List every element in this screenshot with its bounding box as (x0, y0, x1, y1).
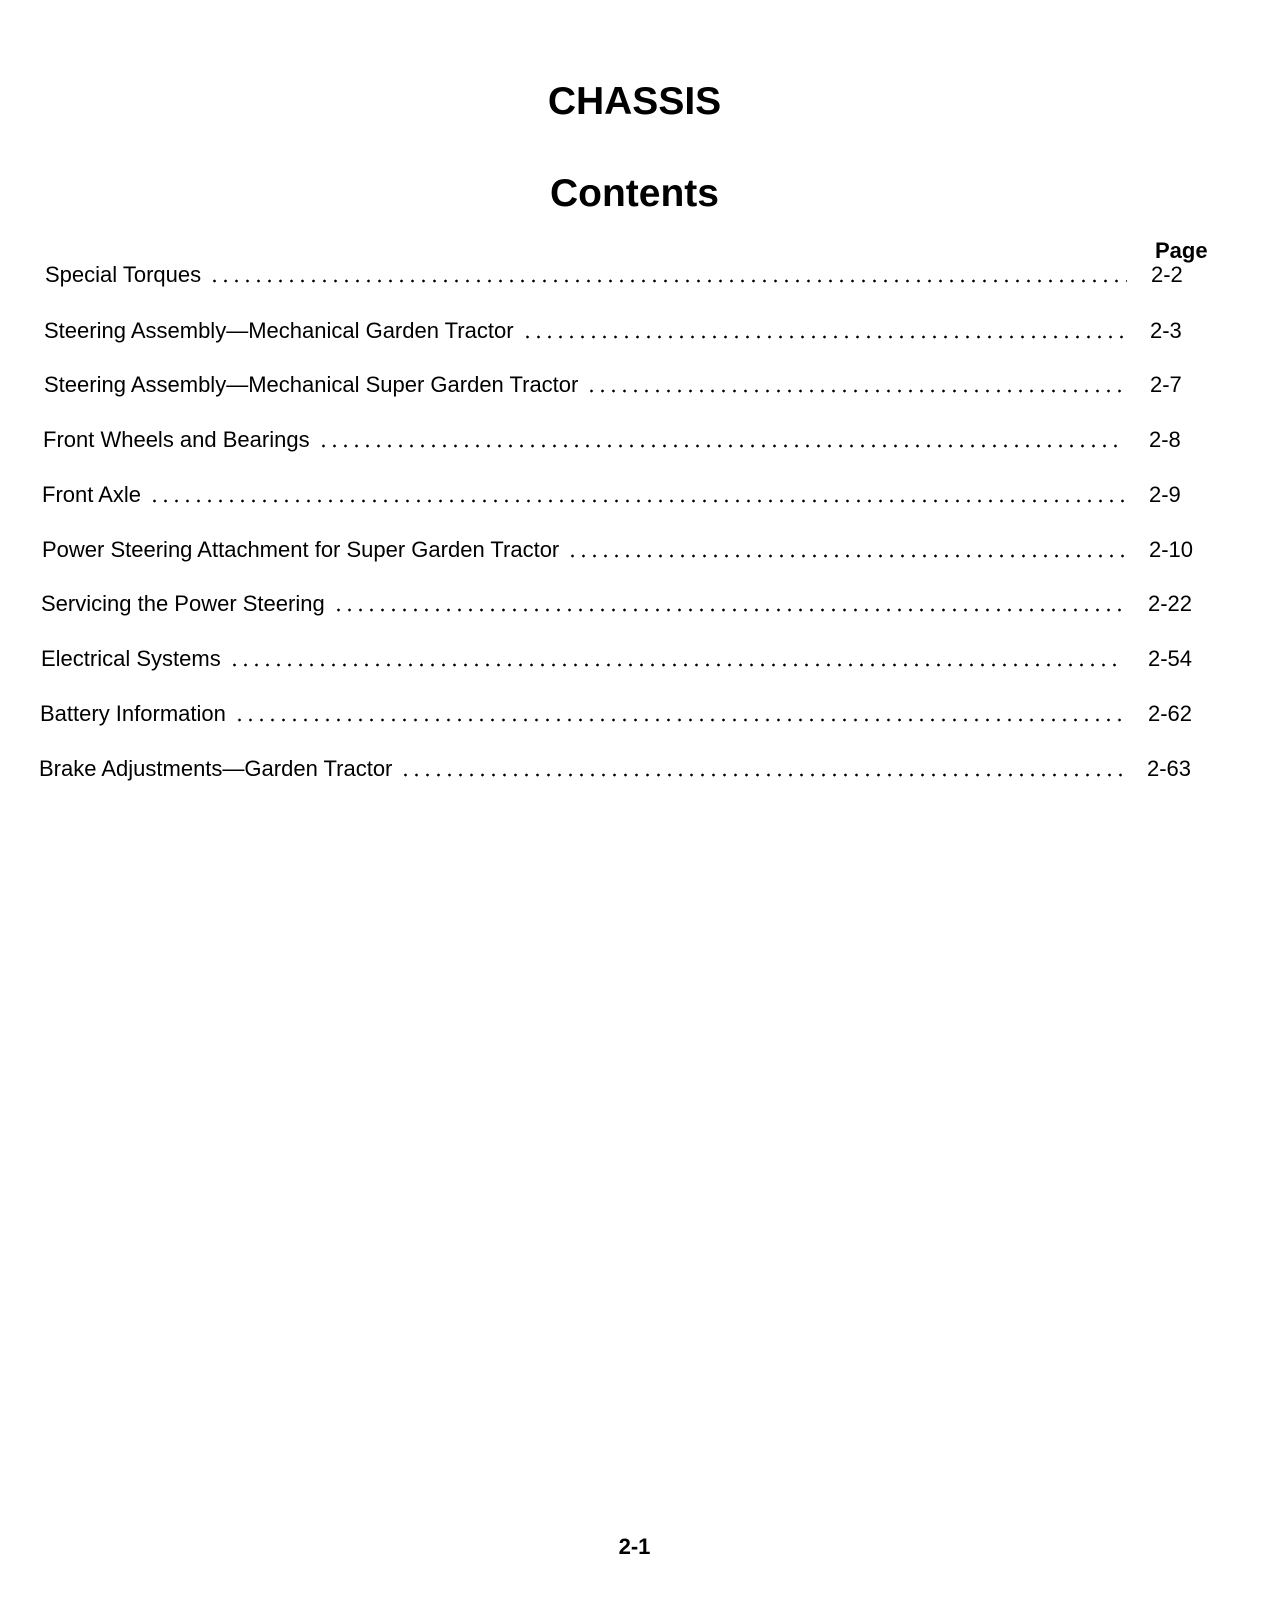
toc-entry-brake-adjustments[interactable] (39, 752, 1199, 782)
toc-entry-page: 2-9 (1149, 482, 1181, 507)
toc-entry-page: 2-2 (1151, 262, 1183, 287)
toc-entry-label: Battery Information (40, 701, 226, 726)
toc-entry-page: 2-62 (1148, 701, 1193, 726)
dot-leader (318, 444, 1125, 448)
dot-leader (209, 279, 1127, 283)
toc-entry-label: Front Wheels and Bearings (43, 427, 310, 452)
toc-entry-label: Special Torques (45, 262, 202, 287)
dot-leader (333, 608, 1124, 612)
toc-entry-label: Steering Assembly—Mechanical Super Garden Tractor (44, 372, 579, 397)
dot-leader (229, 663, 1124, 667)
toc-entry-steering-super-garden-tractor[interactable] (44, 368, 1202, 398)
toc-entry-electrical-systems[interactable] (41, 642, 1200, 672)
toc-entry-label: Front Axle (42, 482, 142, 507)
contents-heading: Contents (550, 172, 719, 215)
toc-entry-servicing-power-steering[interactable] (41, 587, 1200, 617)
toc-entry-page: 2-22 (1148, 591, 1193, 616)
dot-leader (234, 718, 1124, 722)
toc-entry-front-wheels[interactable] (43, 423, 1201, 453)
toc-entry-page: 2-63 (1147, 756, 1192, 781)
toc-entry-front-axle[interactable] (42, 478, 1201, 508)
page-number: 2-1 (618, 1534, 651, 1559)
toc-entry-page: 2-7 (1150, 372, 1182, 397)
dot-leader (400, 773, 1123, 777)
toc-entry-label: Power Steering Attachment for Super Garden Tractor (42, 537, 560, 562)
toc-entry-label: Servicing the Power Steering (41, 591, 325, 616)
dot-leader (586, 389, 1126, 393)
toc-entry-page: 2-3 (1150, 318, 1182, 343)
toc-entry-page: 2-8 (1149, 427, 1181, 452)
toc-entry-page: 2-10 (1149, 537, 1194, 562)
section-title: CHASSIS (547, 80, 722, 123)
dot-leader (149, 499, 1125, 503)
toc-entry-label: Brake Adjustments—Garden Tractor (39, 756, 393, 781)
toc-entry-label: Electrical Systems (41, 646, 221, 671)
page-column-header: Page (1155, 238, 1208, 263)
dot-leader (522, 335, 1126, 339)
toc-entry-label: Steering Assembly—Mechanical Garden Tractor (44, 318, 514, 343)
toc-entry-page: 2-54 (1148, 646, 1193, 671)
dot-leader (567, 554, 1125, 558)
toc-entry-power-steering-attachment[interactable] (42, 533, 1201, 563)
toc-entry-steering-garden-tractor[interactable] (44, 314, 1202, 344)
toc-entry-battery-information[interactable] (40, 697, 1200, 727)
toc-entry-special-torques[interactable] (45, 258, 1203, 288)
